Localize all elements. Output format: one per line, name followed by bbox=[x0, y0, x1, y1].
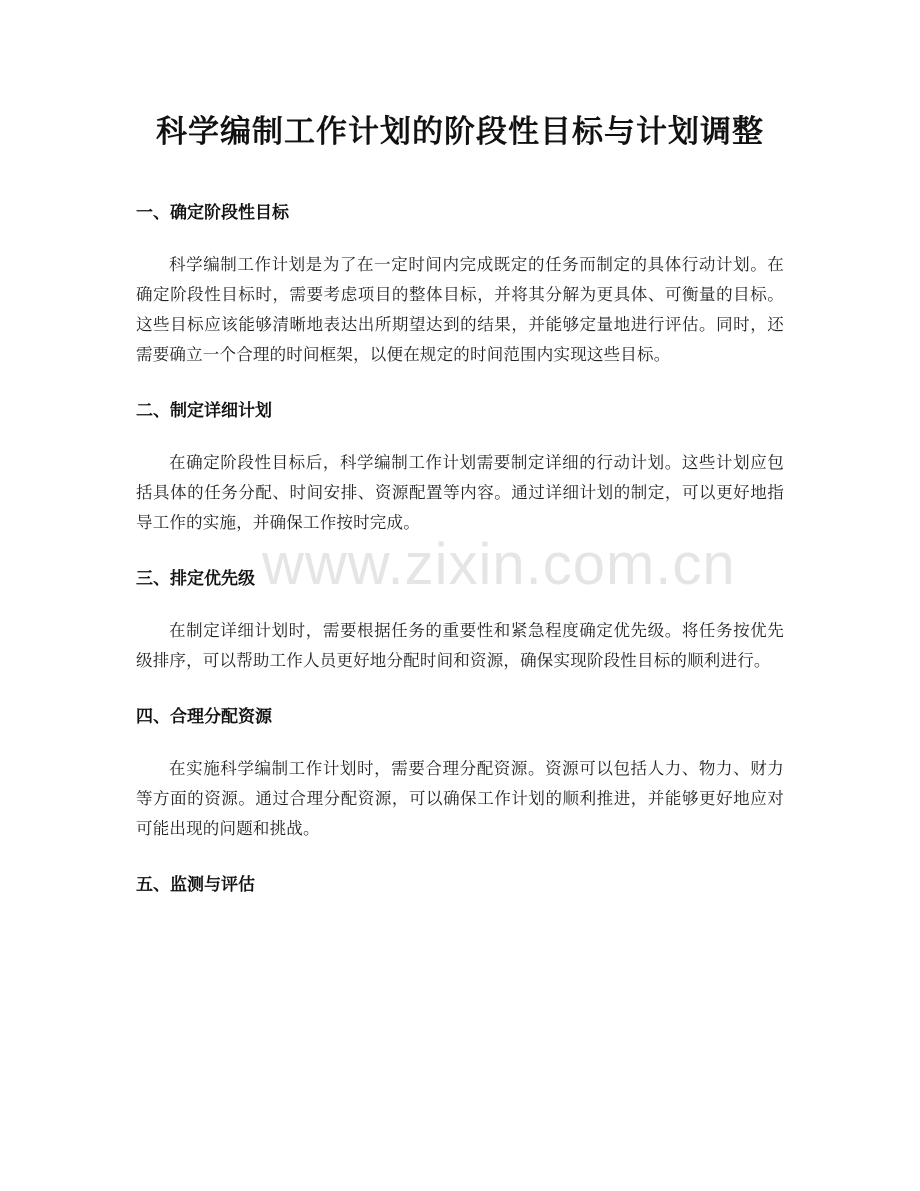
watermark: www.zixin.com.cn bbox=[262, 532, 736, 597]
section-4 bbox=[136, 702, 784, 844]
section-2 bbox=[136, 396, 784, 538]
section-paragraph: 科学编制工作计划是为了在一定时间内完成既定的任务而制定的具体行动计划。在确定阶段性目标时，需要考虑项目的整体目标，并将其分解为更具体、可衡量的目标。这些目标应该能够清晰地表达出所期望达到的结果，并能够定量地进行评估。同时，还需要确立一个合理的时间框架，以便在规定的时间范围内实现这些目标。 bbox=[136, 255, 784, 364]
section-paragraph: 在制定详细计划时，需要根据任务的重要性和紧急程度确定优先级。将任务按优先级排序，可以帮助工作人员更好地分配时间和资源，确保实现阶段性目标的顺利进行。 bbox=[136, 621, 784, 670]
section-paragraph: 在确定阶段性目标后，科学编制工作计划需要制定详细的行动计划。这些计划应包括具体的任务分配、时间安排、资源配置等内容。通过详细计划的制定，可以更好地指导工作的实施，并确保工作按时完成。 bbox=[136, 453, 784, 532]
section-heading: 一、确定阶段性目标 bbox=[136, 203, 289, 223]
section-heading: 五、监测与评估 bbox=[136, 875, 255, 895]
section-heading: 四、合理分配资源 bbox=[136, 707, 272, 727]
section-1 bbox=[136, 198, 784, 370]
document-title: 科学编制工作计划的阶段性目标与计划调整 bbox=[156, 114, 764, 150]
section-heading: 二、制定详细计划 bbox=[136, 401, 272, 421]
section-heading: 三、排定优先级 bbox=[136, 569, 255, 589]
section-paragraph: 在实施科学编制工作计划时，需要合理分配资源。资源可以包括人力、物力、财力等方面的资源。通过合理分配资源，可以确保工作计划的顺利推进，并能够更好地应对可能出现的问题和挑战。 bbox=[136, 759, 784, 838]
section-5 bbox=[136, 870, 784, 900]
section-3 bbox=[136, 564, 784, 676]
